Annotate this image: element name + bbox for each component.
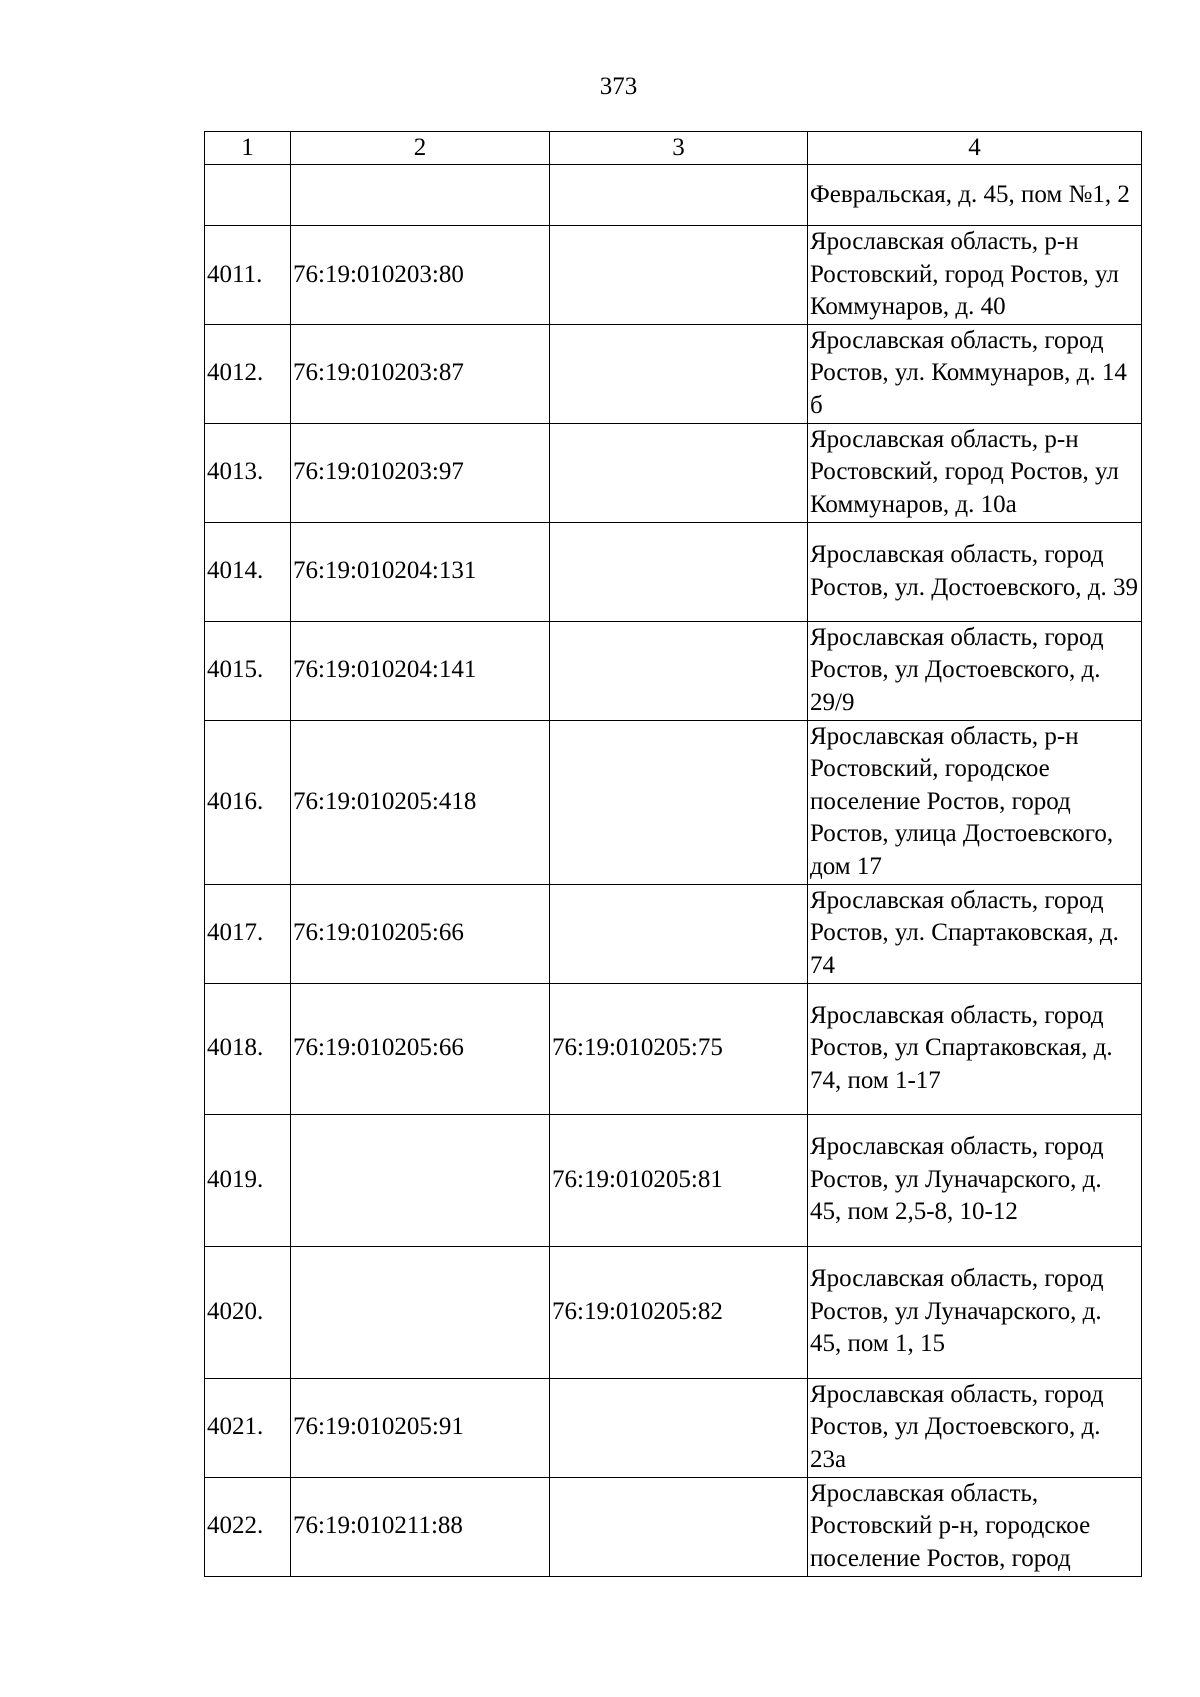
cadastral-number: 76:19:010204:141 [291, 621, 550, 720]
column-header-3: 3 [550, 132, 808, 165]
cadastral-number-premises [550, 1378, 808, 1477]
table-row [205, 1114, 1142, 1246]
cadastral-number: 76:19:010211:88 [291, 1477, 550, 1576]
cadastral-number: 76:19:010205:66 [291, 884, 550, 983]
page-number: 373 [599, 73, 638, 100]
row-number: 4014. [205, 522, 291, 621]
table-header-row [205, 132, 1142, 165]
row-number: 4022. [205, 1477, 291, 1576]
row-number: 4019. [205, 1114, 291, 1246]
cadastral-number: 76:19:010205:91 [291, 1378, 550, 1477]
cadastral-number-premises: 76:19:010205:81 [550, 1114, 808, 1246]
property-table [204, 131, 1142, 1577]
table-row [205, 720, 1142, 884]
row-number: 4018. [205, 983, 291, 1114]
cadastral-number-premises [550, 720, 808, 884]
row-number [205, 165, 291, 226]
cadastral-number [291, 1114, 550, 1246]
table-row [205, 165, 1142, 226]
address: Ярославская область, город Ростов, ул Луначарского, д. 45, пом 2,5-8, 10-12 [808, 1114, 1142, 1246]
row-number: 4011. [205, 226, 291, 325]
table-row [205, 1246, 1142, 1378]
address: Ярославская область, Ростовский р-н, городское поселение Ростов, город [808, 1477, 1142, 1576]
address: Ярославская область, город Ростов, ул. Коммунаров, д. 14 б [808, 324, 1142, 423]
row-number: 4020. [205, 1246, 291, 1378]
cadastral-number-premises: 76:19:010205:75 [550, 983, 808, 1114]
address: Ярославская область, р-н Ростовский, город Ростов, ул Коммунаров, д. 40 [808, 226, 1142, 325]
address: Ярославская область, город Ростов, ул Достоевского, д. 23а [808, 1378, 1142, 1477]
cadastral-number-premises [550, 884, 808, 983]
address: Ярославская область, город Ростов, ул. Достоевского, д. 39 [808, 522, 1142, 621]
address: Ярославская область, город Ростов, ул Луначарского, д. 45, пом 1, 15 [808, 1246, 1142, 1378]
cadastral-number: 76:19:010205:418 [291, 720, 550, 884]
column-header-1: 1 [205, 132, 291, 165]
cadastral-number-premises [550, 226, 808, 325]
table-row [205, 621, 1142, 720]
address: Ярославская область, р-н Ростовский, городское поселение Ростов, город Ростов, улица Достоевского, дом 17 [808, 720, 1142, 884]
row-number: 4012. [205, 324, 291, 423]
table-row [205, 423, 1142, 522]
row-number: 4017. [205, 884, 291, 983]
cadastral-number-premises [550, 522, 808, 621]
cadastral-number: 76:19:010203:97 [291, 423, 550, 522]
cadastral-number-premises [550, 423, 808, 522]
address: Ярославская область, город Ростов, ул. Спартаковская, д. 74 [808, 884, 1142, 983]
cadastral-number: 76:19:010204:131 [291, 522, 550, 621]
row-number: 4013. [205, 423, 291, 522]
column-header-4: 4 [808, 132, 1142, 165]
cadastral-number-premises [550, 165, 808, 226]
address: Ярославская область, р-н Ростовский, город Ростов, ул Коммунаров, д. 10а [808, 423, 1142, 522]
cadastral-number-premises [550, 1477, 808, 1576]
address: Ярославская область, город Ростов, ул Спартаковская, д. 74, пом 1-17 [808, 983, 1142, 1114]
cadastral-number: 76:19:010203:87 [291, 324, 550, 423]
table-row [205, 884, 1142, 983]
table-row [205, 1477, 1142, 1576]
table-row [205, 226, 1142, 325]
table-row [205, 1378, 1142, 1477]
cadastral-number [291, 1246, 550, 1378]
cadastral-number [291, 165, 550, 226]
table-row [205, 324, 1142, 423]
row-number: 4015. [205, 621, 291, 720]
cadastral-number: 76:19:010205:66 [291, 983, 550, 1114]
address: Февральская, д. 45, пом №1, 2 [808, 165, 1142, 226]
table-row [205, 983, 1142, 1114]
row-number: 4021. [205, 1378, 291, 1477]
table-row [205, 522, 1142, 621]
cadastral-number: 76:19:010203:80 [291, 226, 550, 325]
cadastral-number-premises [550, 621, 808, 720]
row-number: 4016. [205, 720, 291, 884]
cadastral-number-premises [550, 324, 808, 423]
address: Ярославская область, город Ростов, ул Достоевского, д. 29/9 [808, 621, 1142, 720]
cadastral-number-premises: 76:19:010205:82 [550, 1246, 808, 1378]
column-header-2: 2 [291, 132, 550, 165]
